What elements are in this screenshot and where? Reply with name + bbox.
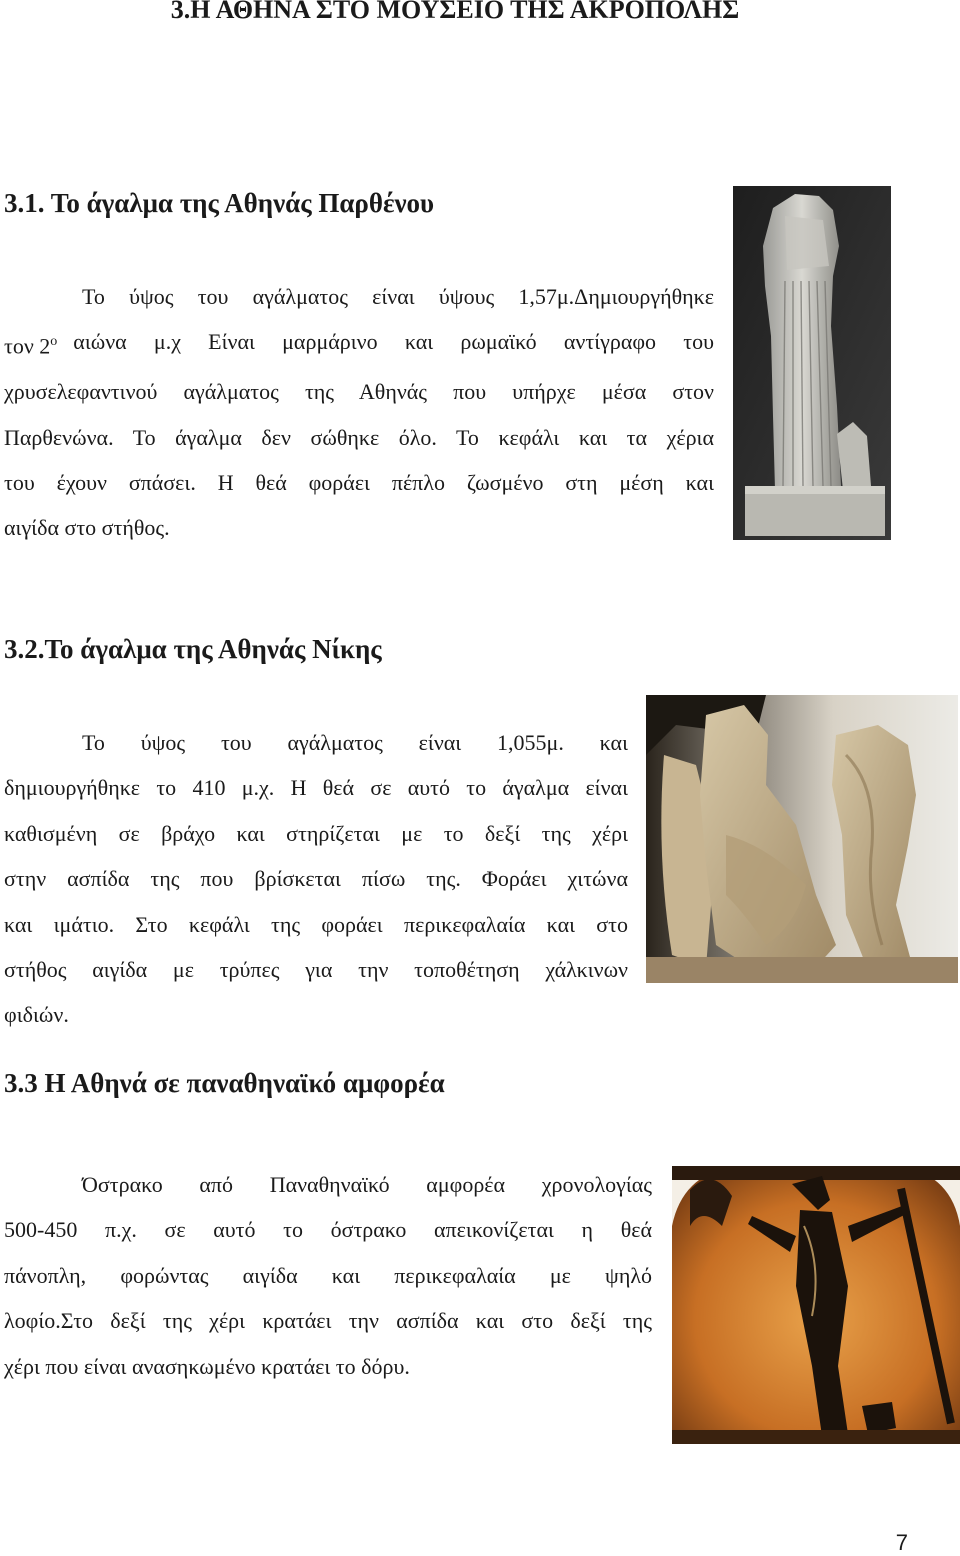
paragraph-line: Παρθενώνα. Το άγαλμα δεν σώθηκε όλο. Το κεφάλι και τα χέρια xyxy=(4,424,714,450)
section-heading-3-3: 3.3 Η Αθηνά σε παναθηναϊκό αμφορέα xyxy=(4,1068,445,1098)
athena-nike-relief-image xyxy=(646,695,958,983)
paragraph-line: και ιμάτιο. Στο κεφάλι της φοράει περικεφαλαία και στο xyxy=(4,911,628,937)
paragraph-line: χρυσελεφαντινού αγάλματος της Αθηνάς που υπήρχε μέσα στον xyxy=(4,379,714,405)
paragraph-line: Το ύψος του αγάλματος είναι 1,055μ. και xyxy=(82,730,628,755)
paragraph-line: Το ύψος του αγάλματος είναι ύψους 1,57μ.Δημιουργήθηκε xyxy=(82,284,714,309)
paragraph-line: 500-450 π.χ. σε αυτό το όστρακο απεικονίζεται η θεά xyxy=(4,1217,652,1243)
paragraph-line: λοφίο.Στο δεξί της χέρι κρατάει την ασπίδα και στο δεξί της xyxy=(4,1308,652,1334)
section-3-3-paragraph xyxy=(4,1162,652,1389)
line-segment: αιώνα μ.χ Είναι μαρμάρινο και ρωμαϊκό αντίγραφο του xyxy=(73,329,714,355)
paragraph-line: χέρι που είναι ανασηκωμένο κρατάει το δόρυ. xyxy=(4,1353,410,1379)
ordinal-superscript: ο xyxy=(50,334,58,350)
section-heading-3-1: 3.1. Το άγαλμα της Αθηνάς Παρθένου xyxy=(4,188,435,218)
page-number: 7 xyxy=(895,1530,908,1555)
section-3-1-paragraph xyxy=(4,274,714,551)
section-heading-3-2: 3.2.Το άγαλμα της Αθηνάς Νίκης xyxy=(4,634,382,664)
paragraph-line xyxy=(4,319,714,369)
paragraph-line: στην ασπίδα της που βρίσκεται πίσω της. Φοράει χιτώνα xyxy=(4,866,628,892)
paragraph-line: πάνοπλη, φορώντας αιγίδα και περικεφαλαία με ψηλό xyxy=(4,1262,652,1288)
paragraph-line: Όστρακο από Παναθηναϊκό αμφορέα χρονολογίας xyxy=(82,1172,652,1197)
athena-parthenos-statue-image xyxy=(733,186,891,540)
section-3-2-paragraph xyxy=(4,720,628,1038)
paragraph-line: δημιουργήθηκε το 410 μ.χ. Η θεά σε αυτό το άγαλμα είναι xyxy=(4,775,628,801)
paragraph-line: του έχουν σπάσει. Η θεά φοράει πέπλο ζωσμένο στη μέση και xyxy=(4,469,714,495)
panathenaic-amphora-image xyxy=(672,1166,960,1444)
paragraph-line: αιγίδα στο στήθος. xyxy=(4,515,170,541)
chapter-title: 3.Η ΑΘΗΝΑ ΣΤΟ ΜΟΥΣΕΙΟ ΤΗΣ ΑΚΡΟΠΟΛΗΣ xyxy=(170,0,740,24)
paragraph-line: καθισμένη σε βράχο και στηρίζεται με το δεξί της χέρι xyxy=(4,820,628,846)
line-segment: τον $2^o$ xyxy=(4,333,58,359)
paragraph-line: στήθος αιγίδα με τρύπες για την τοποθέτηση χάλκινων xyxy=(4,957,628,983)
paragraph-line: φιδιών. xyxy=(4,1002,69,1028)
